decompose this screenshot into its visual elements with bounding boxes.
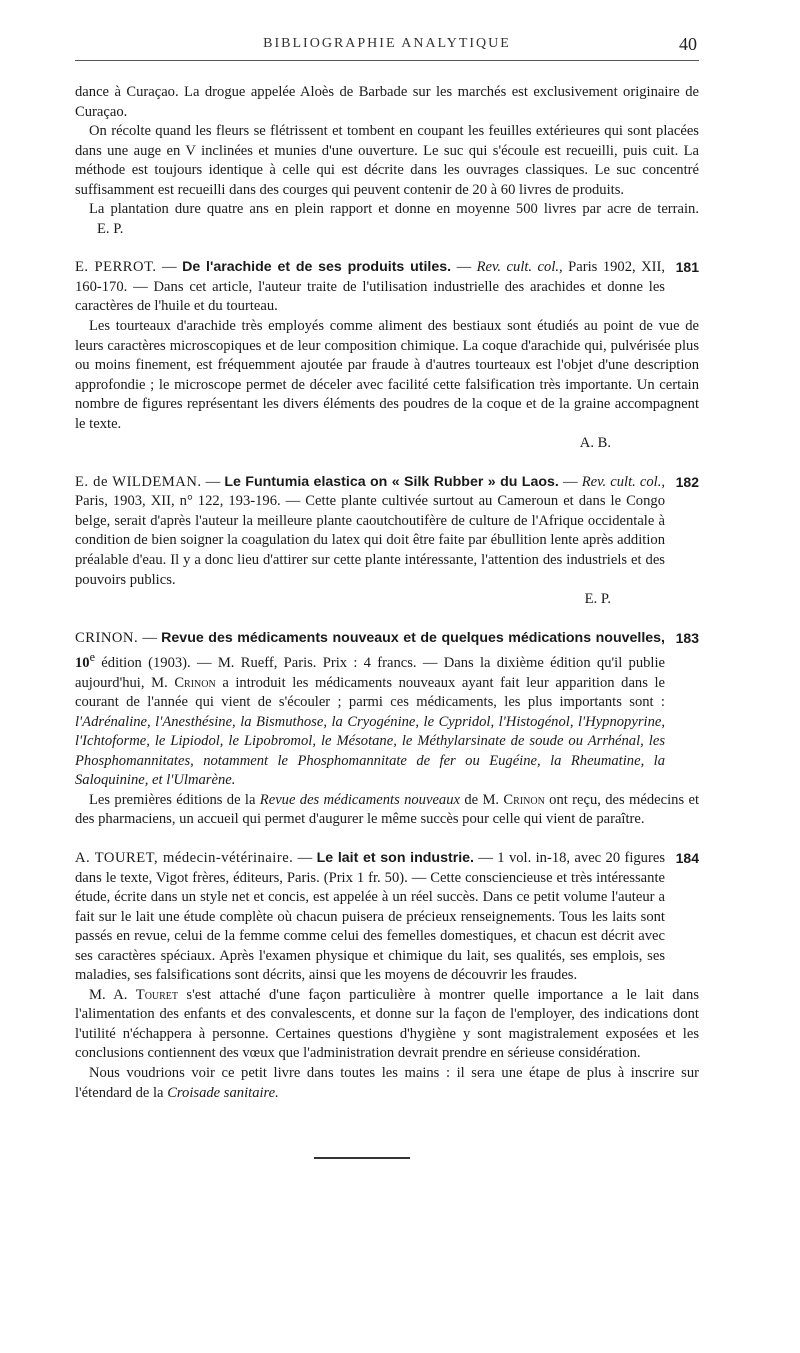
author-name-small-caps: Crinon xyxy=(503,791,545,808)
bibliography-entry xyxy=(75,849,699,1103)
bibliography-entry xyxy=(75,629,699,830)
entry-author: A. TOURET, médecin-vétérinaire. xyxy=(75,850,294,866)
entry-number: 183 xyxy=(675,629,699,646)
carryover-paragraph-1: dance à Curaçao. La drogue appelée Aloès de Barbade sur les marchés est exclusivement originaire de Curaçao. xyxy=(75,84,699,120)
page-body xyxy=(75,83,699,1122)
running-head: BIBLIOGRAPHIE ANALYTIQUE xyxy=(263,36,511,51)
entry-title: De l'arachide et de ses produits utiles. xyxy=(182,259,452,276)
signature: E. P. xyxy=(584,591,611,608)
author-name-small-caps: Touret xyxy=(135,986,179,1003)
signature: A. B. xyxy=(579,435,611,452)
author-name-small-caps: Crinon xyxy=(174,674,216,691)
entry-number: 182 xyxy=(675,473,699,490)
entry-paragraph: Nous voudrions voir ce petit livre dans toutes les mains : il sera une étape de plus à inscrire sur l'étendard de la Croisade sanitaire. xyxy=(75,1065,699,1101)
entry-heading: A. TOURET, médecin-vétérinaire. — Le lait et son industrie. — 1 vol. in-18, avec 20 figures dans le texte, Vigot frères, éditeurs, Paris. (Prix 1 fr. 50). — Cette consciencieuse et très intéressante étude, écrite dans un style net et concis, est appelée à un réel succès. Dans ce petit volume l'auteur a fait sur le lait une étude complète où chacun puisera de précieux renseignements. Tous les laits sont passés en revue, celui de la femme comme celui des femelles domestiques, et chacun est décrit avec ses caractères spéciaux. Après l'examen physique et chimique du lait, ses qualités, ses emplois, ses maladies, ses falsifications sont décrits, ainsi que les moyens de découvrir les fraudes. xyxy=(75,850,665,984)
entry-author: E. de WILDEMAN. xyxy=(75,473,202,490)
signature: E. P. xyxy=(97,220,124,237)
closing-italic: Croisade sanitaire. xyxy=(167,1084,279,1101)
entry-paragraph: Les premières éditions de la Revue des médicaments nouveaux de M. Crinon ont reçu, des médecins et des pharmaciens, un accueil qui permet d'augurer le même succès pour celle qui vient de paraître. xyxy=(75,791,700,828)
page-header xyxy=(75,34,699,61)
entry-text: édition (1903). — M. Rueff, Paris. Prix : 4 francs. — Dans la dixième édition qu'il publie aujourd'hui, M. xyxy=(75,655,666,691)
entry-number: 184 xyxy=(675,850,699,866)
entry-paragraph: M. A. Touret s'est attaché d'une façon particulière à montrer quelle importance a le lait dans l'alimentation des enfants et des convalescents, et donne sur la façon de l'employer, des indications dont l'utilité n'échappera à personne. Certaines questions d'hygiène y sont magistralement exposées et les conclusions contiennent des vœux que l'administration devrait prendre en sérieuse considération. xyxy=(75,986,700,1062)
bibliography-entry xyxy=(75,258,699,453)
entry-text: Paris 1902, XII, 160-170. — Dans cet article, l'auteur traite de l'utilisation industrielle des arachides et donne les caractères de l'huile et du tourteau. xyxy=(75,259,666,315)
entry-paragraph: Les tourteaux d'arachide très employés comme aliment des bestiaux sont étudiés au point de vue de leurs caractères microscopiques et de leur composition chimique. La coque d'arachide qui, pulvérisée plus ou moins finement, est fréquemment ajoutée par fraude à d'autres tourteaux est l'objet d'une description approfondie ; le microscope permet de déceler avec facilité cette falsification très importante. Un certain nombre de figures représentant les divers éléments des poudres de la coque et de la graine accompagnent le texte. xyxy=(75,318,699,432)
edition-suffix: e xyxy=(89,650,95,665)
entry-title: Revue des médicaments nouveaux et de quelques médications nouvelles, xyxy=(161,629,666,646)
bibliography-entry xyxy=(75,473,699,610)
entry-text-continued: a introduit les médicaments nouveaux ayant fait leur apparition dans le courant de l'année qui vient de s'écouler ; parmi ces médicaments, les plus importants sont : xyxy=(75,674,666,711)
page-number: 40 xyxy=(679,34,697,54)
entry-author: E. PERROT. xyxy=(75,259,157,276)
entry-text: — 1 vol. in-18, avec 20 figures dans le texte, Vigot frères, éditeurs, Paris. (Prix 1 fr. 50). — Cette consciencieuse et très intéressante étude, écrite dans un style net et concis, est appelée à un réel succès. Dans ce petit volume l'auteur a fait sur le lait une étude complète où chacun puisera de précieux renseignements. Tous les laits sont passés en revue, celui de la femme comme celui des femelles domestiques, et chacun est décrit avec ses caractères spéciaux. Après l'examen physique et chimique du lait, ses qualités, ses emplois, ses maladies, ses falsifications sont décrits, ainsi que les moyens de découvrir les fraudes. xyxy=(75,850,665,984)
entry-heading: CRINON. — Revue des médicaments nouveaux et de quelques médications nouvelles, 10e édition (1903). — M. Rueff, Paris. Prix : 4 francs. — Dans la dixième édition qu'il publie aujourd'hui, M. Crinon a introduit les médicaments nouveaux ayant fait leur apparition dans le courant de l'année qui vient de s'écouler ; parmi ces médicaments, les plus importants sont : l'Adrénaline, l'Anesthésine, la Bismuthose, la Cryogénine, le Cypridol, l'Histogénol, l'Hypnopyrine, l'Ichtoforme, le Lipiodol, le Lipobromol, le Mésotane, le Méthylarsinate de soude ou Arrhénal, les Phosphomannitates, notamment le Phosphomannitate de fer ou Eugéine, la Rheumatine, la Saloquinine, et l'Ulmarène. xyxy=(75,629,666,789)
entry-heading: E. PERROT. — De l'arachide et de ses produits utiles. — Rev. cult. col., Paris 1902, XII, 160-170. — Dans cet article, l'auteur traite de l'utilisation industrielle des arachides et donne les caractères de l'huile et du tourteau. xyxy=(75,259,666,315)
edition-number: 10 xyxy=(75,655,90,672)
medications-list: l'Adrénaline, l'Anesthésine, la Bismuthose, la Cryogénine, le Cypridol, l'Histogénol, l'Hypnopyrine, l'Ichtoforme, le Lipiodol, le Lipobromol, le Mésotane, le Méthylarsinate de soude ou Arrhénal, les Phosphomannitates, notamment le Phosphomannitate de fer ou Eugéine, la Rheumatine, la Saloquinine, et l'Ulmarène. xyxy=(75,713,665,789)
entry-text: Paris, 1903, XII, n° 122, 193-196. — Cette plante cultivée surtout au Cameroun et dans le Congo belge, serait d'après l'auteur la meilleure plante caoutchoutifère de culture de l'Afrique occidentale à condition de bien soigner la coagulation du latex qui doit être faite par ébullition lente après addition préalable d'eau. Il y a donc lieu d'attirer sur cette plante intéressante, l'attention des industriels et des pouvoirs publics. xyxy=(75,493,665,588)
book-title-italic: Revue des médicaments nouveaux xyxy=(259,791,460,808)
entry-journal: Rev. cult. col., xyxy=(581,473,666,490)
entry-author: CRINON. xyxy=(75,629,139,646)
carryover-paragraph-2: On récolte quand les fleurs se flétrissent et tombent en coupant les feuilles extérieures qui sont placées dans une auge en V inclinées et munies d'une ouverture. Le suc qui s'écoule est recueilli, puis cuit. La méthode est toujours identique à celle qui est décrite dans les ouvrages classiques. Le suc concentré suffisamment est recueilli dans des courges qui peuvent contenir de 20 à 60 livres de produits. xyxy=(75,123,699,198)
entry-title: Le lait et son industrie. xyxy=(316,850,474,866)
end-rule xyxy=(314,1157,410,1159)
carryover-paragraph-3: La plantation dure quatre ans en plein rapport et donne en moyenne 500 livres par acre de terrain.E. P. xyxy=(75,200,699,239)
entry-title: Le Funtumia elastica on « Silk Rubber » du Laos. xyxy=(224,473,559,490)
entry-journal: Rev. cult. col., xyxy=(476,259,563,276)
carryover-entry xyxy=(75,83,699,239)
entry-number: 181 xyxy=(675,259,699,276)
entry-heading: E. de WILDEMAN. — Le Funtumia elastica on « Silk Rubber » du Laos. — Rev. cult. col., Paris, 1903, XII, n° 122, 193-196. — Cette plante cultivée surtout au Cameroun et dans le Congo belge, serait d'après l'auteur la meilleure plante caoutchoutifère de culture de l'Afrique occidentale à condition de bien soigner la coagulation du latex qui doit être faite par ébullition lente après addition préalable d'eau. Il y a donc lieu d'attirer sur cette plante intéressante, l'attention des industriels et des pouvoirs publics. xyxy=(75,473,666,588)
